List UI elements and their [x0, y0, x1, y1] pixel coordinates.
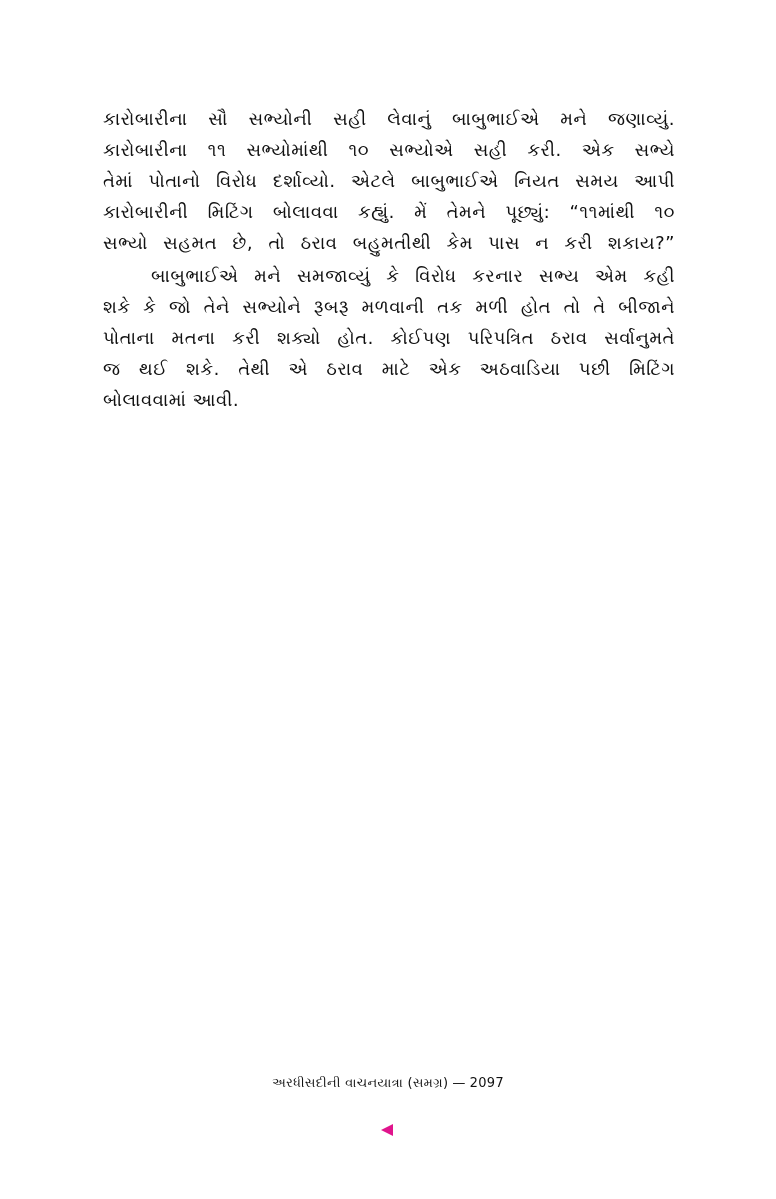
text-line: કારોબારીની મિટિંગ બોલાવવા કહ્યું. મેં તેમને પૂછ્યું: “૧૧માંથી ૧૦: [103, 202, 675, 223]
footer-separator: —: [452, 1076, 466, 1091]
text-line: બોલાવવામાં આવી.: [103, 390, 240, 411]
text-line: તેમાં પોતાનો વિરોધ દર્શાવ્યો. એટલે બાબુભાઈએ નિયત સમય આપી: [103, 171, 675, 192]
paragraph-2: [103, 261, 675, 416]
text-line: જ થઈ શકે. તેથી એ ઠરાવ માટે એક અઠવાડિયા પછી મિટિંગ: [103, 359, 675, 380]
book-title: અરધીસદીની વાચનયાત્રા (સમગ્ર): [272, 1076, 449, 1091]
body-text: [103, 104, 675, 416]
text-line: સભ્યો સહમત છે, તો ઠરાવ બહુમતીથી કેમ પાસ ન કરી શકાય?”: [103, 233, 675, 254]
text-line: કારોબારીના ૧૧ સભ્યોમાંથી ૧૦ સભ્યોએ સહી કરી. એક સભ્યે: [103, 140, 675, 161]
triangle-left-icon[interactable]: [381, 1124, 393, 1136]
text-line: પોતાના મતના કરી શક્યો હોત. કોઈપણ પરિપત્રિત ઠરાવ સર્વાનુમતે: [103, 328, 675, 349]
text-line: શકે કે જો તેને સભ્યોને રૂબરૂ મળવાની તક મળી હોત તો તે બીજાને: [103, 297, 675, 318]
page-number: 2097: [469, 1076, 504, 1091]
text-line: બાબુભાઈએ મને સમજાવ્યું કે વિરોધ કરનાર સભ્ય એમ કહી: [151, 266, 675, 287]
text-line: કારોબારીના સૌ સભ્યોની સહી લેવાનું બાબુભાઈએ મને જણાવ્યું.: [103, 109, 675, 130]
paragraph-1: [103, 104, 675, 259]
page-footer: [0, 1076, 776, 1091]
